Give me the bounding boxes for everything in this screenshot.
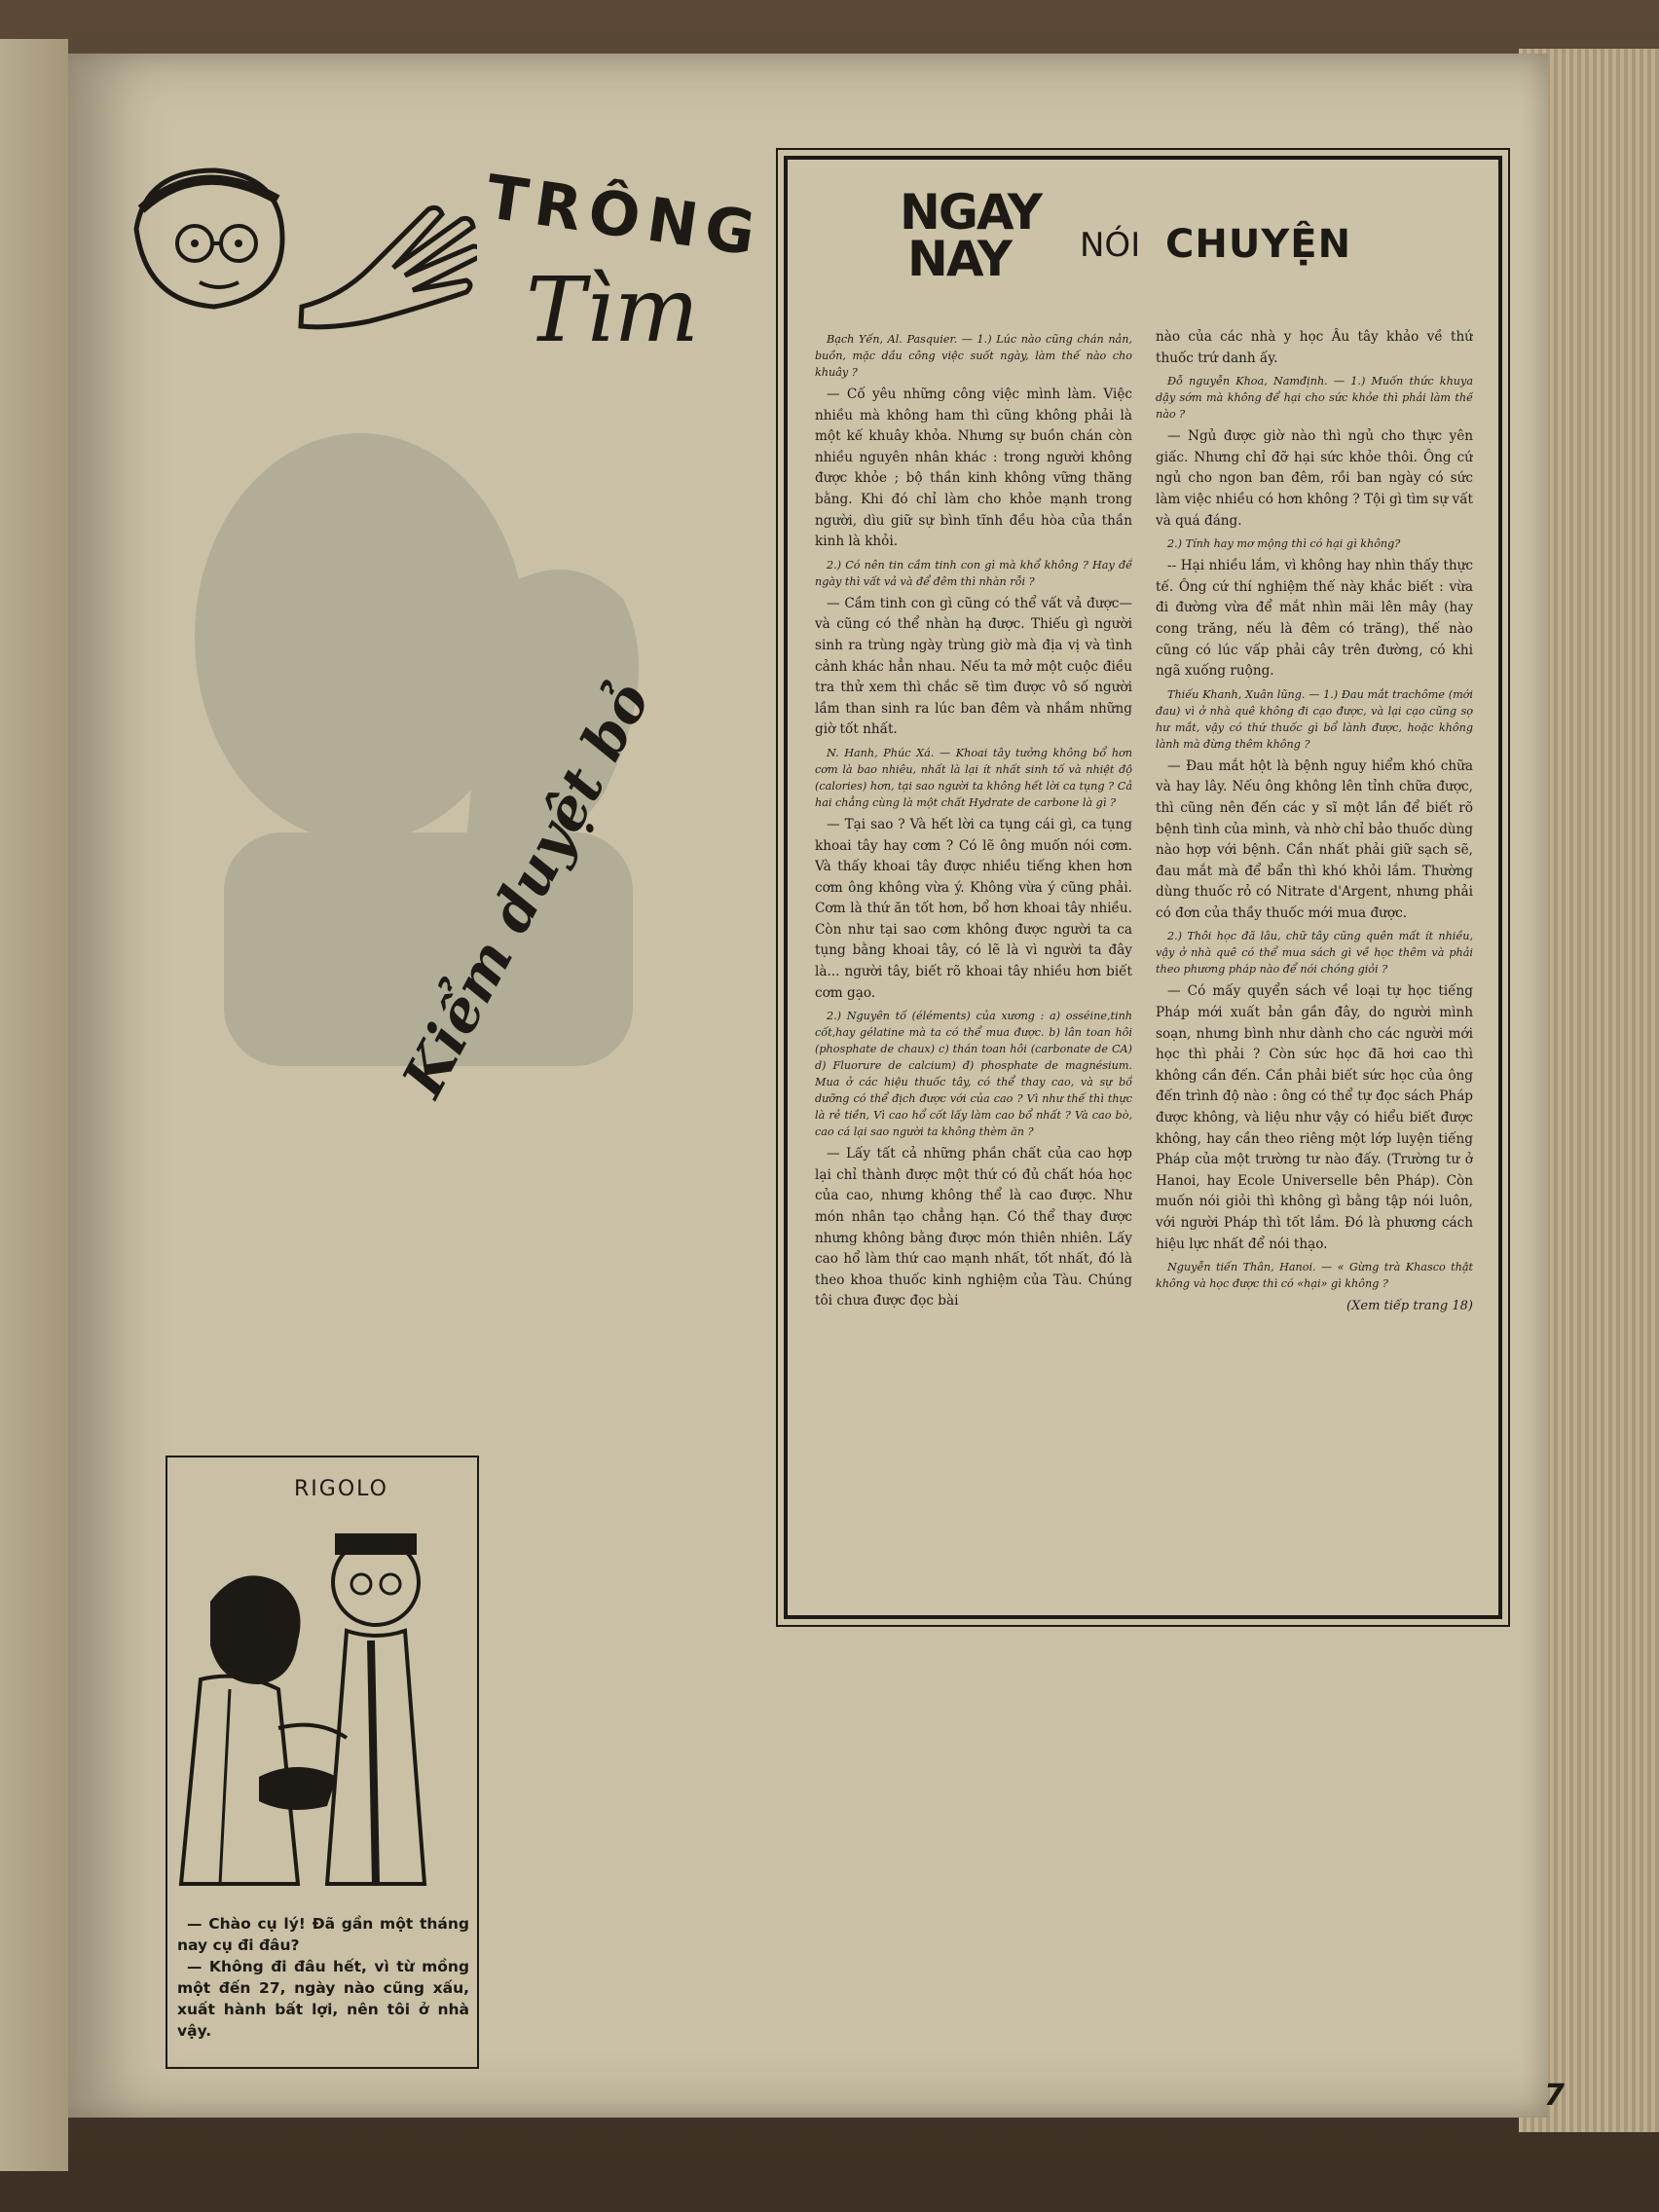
heading-chuyen: CHUYỆN bbox=[1165, 222, 1352, 267]
question: N. Hanh, Phúc Xá. — Khoai tây tưởng không bổ hơn cơm là bao nhiêu, nhất là lại ít nhất sinh tố và nhiệt độ (calories) hơn, tại sao người ta không hết lời ca tụng ? Cả hai chẳng cùng là một chất Hydrate de carbone là gì ? bbox=[815, 746, 1132, 809]
cartoon-panel bbox=[166, 1456, 479, 2069]
masthead-title-trong: TRÔNG bbox=[481, 161, 767, 271]
qa-column-box bbox=[784, 156, 1502, 1619]
question: 2.) Thôi học đã lâu, chữ tây cũng quên mất ít nhiều, vậy ở nhà quê có thể mua sách gì về học thêm và phải theo phương pháp nào để nói chóng giỏi ? bbox=[1156, 930, 1473, 977]
hand-shading-eyes-icon bbox=[292, 190, 477, 336]
censorship-stamp: Kiểm duyệt bỏ bbox=[389, 671, 663, 1107]
cartoon-caption bbox=[177, 1913, 469, 2042]
caption-line: — Chào cụ lý! Đã gần một tháng nay cụ đi đâu? bbox=[177, 1915, 469, 1954]
answer: — Ngủ được giờ nào thì ngủ cho thực yên giấc. Nhưng chỉ đỡ hại sức khỏe thôi. Ông cứ ngủ cho ngon ban đêm, rồi ban ngày có sức làm việc nhiều có hơn không ? Tội gì tìm sự vất và quá đáng. bbox=[1156, 428, 1473, 529]
question: 2.) Tính hay mơ mộng thì có hại gì không? bbox=[1167, 537, 1401, 551]
answer: — Tại sao ? Và hết lời ca tụng cái gì, ca tụng khoai tây hay cơm ? Có lẽ ông muốn nói cơm. Và thấy khoai tây được nhiều tiếng khen hơn cơm ông không vừa ý. Không vừa ý cũng phải. Cơm là thứ ăn tốt hơn, bổ hơn khoai tây nhiều. Còn như tại sao cơm không được người ta ca tụng bằng khoai tây, có lẽ là vì người ta đây là... người tây, biết rõ khoai tây nhiều hơn biết cơm gạo. bbox=[815, 816, 1132, 1001]
answer: — Lấy tất cả những phần chất của cao hợp lại chỉ thành được một thứ có đủ chất hóa học của cao, nhưng không thể là cao được. Như món nhân tạo chẳng hạn. Có thể thay được nhưng không bằng được món thiên nhiên. Lấy cao hổ làm thứ cao mạnh nhất, tốt nhất, đó là theo khoa thuốc kinh nghiệm của Tàu. Chúng tôi chưa được đọc bài bbox=[815, 1146, 1132, 1309]
question: 2.) Nguyên tố (éléments) của xương : a) osséine,tinh cốt,hay gélatine mà ta có thể mua được. b) lân toan hôi (phosphate de chaux) c) thán toan hôi (carbonate de CA) d) Fluorure de calcium) đ) phosphate de magnésium. Mua ở các hiệu thuốc tây, có thể thay cao, và sự bổ dưỡng có thể địch được với của cao ? Vì như thế thì thực là rẻ tiền, Vì cao hổ cốt lấy làm cao bổ nhất ? Và cao bò, cao cá lại sao người ta không thèm ăn ? bbox=[815, 1010, 1132, 1139]
masthead-title-tim: Tìm bbox=[526, 258, 700, 362]
cartoon-illustration bbox=[171, 1514, 473, 1913]
question: Đỗ nguyễn Khoa, Namđịnh. — 1.) Muốn thức khuya dậy sớm mà không để hại cho sức khỏe thì phải làm thế nào ? bbox=[1156, 375, 1473, 422]
caption-line: — Không đi đâu hết, vì từ mồng một đến 27, ngày nào cũng xấu, xuất hành bất lợi, nên tôi ở nhà vậy. bbox=[177, 1958, 469, 2040]
masthead bbox=[117, 141, 798, 414]
heading-noi: NÓI bbox=[1080, 226, 1141, 265]
left-page-edge bbox=[0, 39, 68, 2171]
column-heading bbox=[788, 160, 1498, 306]
question: Thiếu Khanh, Xuân lũng. — 1.) Đau mắt trachôme (mới đau) vì ở nhà quê không đi cạo được, và lại cạo cũng sợ hư mắt, vậy có thứ thuốc gì bổ lành được, hoặc không lành mà đừng thêm không ? bbox=[1156, 687, 1473, 751]
answer: — Cầm tinh con gì cũng có thể vất vả được—và cũng có thể nhàn hạ được. Thiếu gì người sinh ra trùng ngày trùng giờ mà địa vị và tình cảnh khác hẳn nhau. Nếu ta mở một cuộc điều tra thử xem thì chắc sẽ tìm được vô số người lầm than sinh ra lúc ban đêm và nhầm những giờ tốt nhất. bbox=[815, 595, 1132, 738]
answer: — Đau mắt hột là bệnh nguy hiểm khó chữa và hay lây. Nếu ông không lên tỉnh chữa được, thì cũng nên đến các y sĩ một lần để biết rõ bệnh tình của mình, và nhờ chỉ bảo thuốc dùng nào hợp với bệnh. Cần nhất phải giữ sạch sẽ, đau mắt mà để bẩn thì khó khỏi lắm. Thường dùng thuốc rỏ có Nitrate d'Argent, nhưng phải có đơn của thầy thuốc mới mua được. bbox=[1156, 757, 1473, 921]
caricature-head-icon bbox=[117, 161, 292, 316]
answer: — Cố yêu những công việc mình làm. Việc nhiều mà không ham thì cũng không phải là một kế khuây khỏa. Nhưng sự buồn chán còn nhiều nguyên nhân khác : trong người không được khỏe ; bộ thần kinh không vững thăng bằng. Khi đó chỉ làm cho khỏe mạnh trong người, dìu giữ sự bình tĩnh đều hòa của thần kinh là khỏi. bbox=[815, 387, 1132, 550]
question: 2.) Có nên tin cầm tinh con gì mà khổ không ? Hay để ngày thì vất vả và để đêm thì nhàn rỗi ? bbox=[815, 558, 1132, 588]
continued-note: (Xem tiếp trang 18) bbox=[1346, 1299, 1473, 1314]
divider bbox=[166, 2067, 479, 2069]
heading-nay: NAY bbox=[907, 231, 1011, 287]
question: Nguyễn tiến Thân, Hanoi. — « Gừng trà Khasco thật không và học được thì có «hại» gì không ? bbox=[1156, 1261, 1473, 1291]
question: Bạch Yến, Al. Pasquier. — 1.) Lúc nào cũng chán nản, buồn, mặc dầu công việc suốt ngày, làm thế nào cho khuây ? bbox=[815, 333, 1132, 379]
qa-column-left bbox=[815, 327, 1132, 1593]
magazine-page bbox=[68, 54, 1565, 2118]
qa-columns bbox=[815, 327, 1473, 1593]
heading-ngay-nay bbox=[900, 184, 1042, 287]
heading-ngay: NGAY bbox=[900, 184, 1042, 240]
divider bbox=[166, 1456, 479, 1457]
answer-continued: nào của các nhà y học Âu tây khảo về thứ thuốc trứ danh ấy. bbox=[1156, 329, 1473, 366]
answer: — Có mấy quyển sách về loại tự học tiếng Pháp mới xuất bản gần đây, do người mình soạn, nhưng bình như dành cho các người mới học thì phải ? Còn sức học đã hơi cao thì không cần đến. Cần phải biết sức học của ông đến trình độ nào : ông có thể tự đọc sách Pháp được không, và liệu như vậy có hiểu biết được không, hay cần theo riêng một lớp luyện tiếng Pháp của một trường tư nào đấy. (Trường tư ở Hanoi, hay Ecole Universelle bên Pháp). Còn muốn nói giỏi thì không gì bằng tập nói luôn, với người Pháp thì tốt lắm. Đó là phương cách hiệu lực nhất để nói thạo. bbox=[1156, 983, 1473, 1252]
page-number: 7 bbox=[1544, 2079, 1565, 2113]
qa-column-right bbox=[1156, 327, 1473, 1593]
answer: -- Hại nhiều lắm, vì không hay nhìn thấy thực tế. Ông cứ thí nghiệm thế này khắc biết : vừa đi đường vừa để mắt nhìn mãi lên mây (hay cong trăng, nếu là đêm có trăng), thế nào cũng có lúc vấp phải cây trên đường, có khi ngã xuống ruộng. bbox=[1156, 558, 1473, 680]
cartoon-signature: RIGOLO bbox=[294, 1477, 388, 1501]
